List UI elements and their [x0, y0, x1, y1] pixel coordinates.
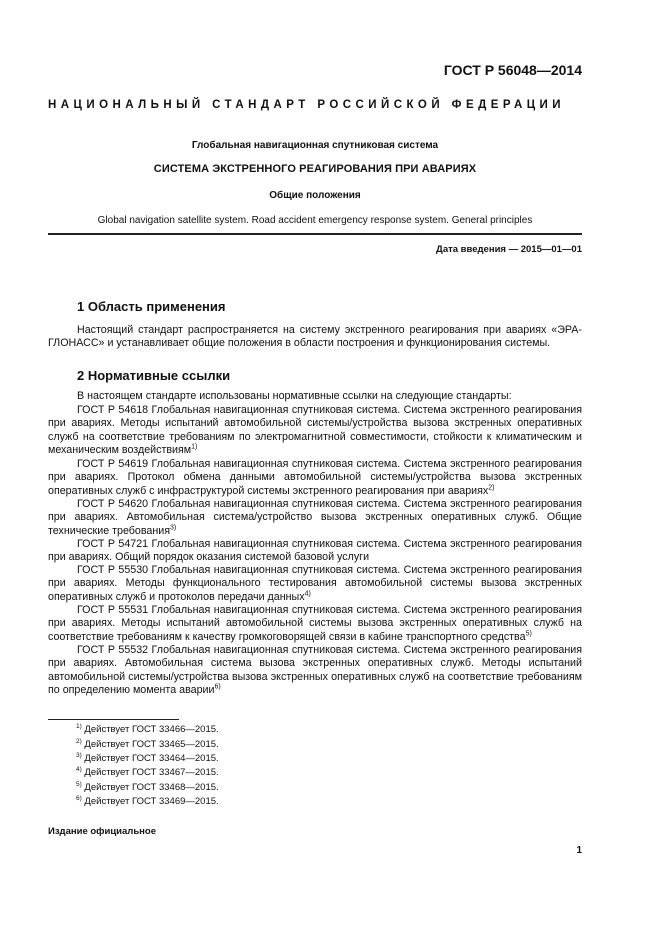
- page-number: 1: [576, 845, 582, 856]
- footnote-number: 2): [76, 738, 82, 745]
- document-subtitle: Общие положения: [269, 190, 361, 201]
- footnote-number: 6): [76, 795, 82, 802]
- reference-item: [48, 604, 582, 644]
- footnote-mark: 1): [191, 443, 198, 451]
- title-line-1: Глобальная навигационная спутниковая система: [191, 140, 439, 151]
- english-title: Global navigation satellite system. Road accident emergency response system. General principles: [97, 215, 533, 226]
- reference-text: ГОСТ Р 54619 Глобальная навигационная спутниковая система. Система экстренного реагирования при авариях. Протокол обмена данными автомобильной системы/устройства вызова экстренных оперативных служб с инфраструктурой системы экстренного реагирования при авариях: [48, 458, 582, 497]
- reference-item: [48, 458, 582, 498]
- section-1-heading: 1 Область применения: [77, 299, 226, 314]
- national-standard-heading: НАЦИОНАЛЬНЫЙ СТАНДАРТ РОССИЙСКОЙ ФЕДЕРАЦИИ: [48, 99, 565, 111]
- footnote-mark: 6): [214, 683, 221, 691]
- edition-label: Издание официальное: [48, 826, 156, 837]
- footnote-mark: 2): [488, 484, 495, 492]
- section-2-heading: 2 Нормативные ссылки: [77, 368, 231, 383]
- footnote-number: 4): [76, 766, 82, 773]
- footnote-mark: 3): [170, 524, 177, 532]
- footnote-text: Действует ГОСТ 33468—2015.: [84, 782, 219, 794]
- footnote-text: Действует ГОСТ 33464—2015.: [84, 753, 219, 765]
- reference-text: ГОСТ Р 54620 Глобальная навигационная спутниковая система. Система экстренного реагирования при авариях. Автомобильная система/устройство вызова экстренных оперативных служб. Общие технические требования: [48, 498, 582, 537]
- footnote-text: Действует ГОСТ 33465—2015.: [84, 739, 219, 751]
- reference-item: [48, 644, 582, 698]
- reference-item: [48, 538, 582, 565]
- footnote: [76, 752, 219, 764]
- footnote: [76, 766, 219, 778]
- footnote-number: 3): [76, 752, 82, 759]
- footnote-text: Действует ГОСТ 33466—2015.: [84, 724, 219, 736]
- section-1-text: Настоящий стандарт распространяется на систему экстренного реагирования при авариях «ЭРА-ГЛОНАСС» и устанавливает общие положения в области построения и функционирования системы.: [48, 324, 582, 350]
- intro-date: Дата введения — 2015—01—01: [436, 244, 582, 255]
- section-2-intro: В настоящем стандарте использованы нормативные ссылки на следующие стандарты:: [77, 390, 512, 402]
- standard-code: ГОСТ Р 56048—2014: [443, 62, 582, 78]
- reference-text: ГОСТ Р 54618 Глобальная навигационная спутниковая система. Система экстренного реагирования при авариях. Методы испытаний автомобильной системы/устройства вызова экстренных оперативных служб на соответствие требованиям по электромагнитной совместимости, стойкости к климатическим и механическим воздействиям: [48, 404, 582, 457]
- footnote-text: Действует ГОСТ 33469—2015.: [84, 796, 219, 808]
- reference-text: ГОСТ Р 55531 Глобальная навигационная спутниковая система. Система экстренного реагирования при авариях. Методы испытаний автомобильной системы вызова экстренных оперативных служб на соответствие требованиям к качеству громкоговорящей связи в кабине транспортного средства: [48, 604, 582, 643]
- reference-item: [48, 404, 582, 458]
- footnote-number: 5): [76, 781, 82, 788]
- reference-item: [48, 564, 582, 604]
- footnote-divider: [48, 719, 179, 720]
- reference-text: ГОСТ Р 55530 Глобальная навигационная спутниковая система. Система экстренного реагирования при авариях. Методы функционального тестирования автомобильной системы вызова экстренных оперативных служб и протоколов передачи данных: [48, 564, 582, 603]
- reference-text: ГОСТ Р 54721 Глобальная навигационная спутниковая система. Система экстренного реагирования при авариях. Общий порядок оказания системой базовой услуги: [48, 538, 582, 564]
- footnote: [76, 781, 219, 793]
- footnote: [76, 723, 219, 735]
- reference-item: [48, 498, 582, 538]
- reference-text: ГОСТ Р 55532 Глобальная навигационная спутниковая система. Система экстренного реагирования при авариях. Автомобильная система вызова экстренных оперативных служб. Методы испытаний автомобильной системы/устройства вызова экстренных оперативных служб на соответствие требованиям по определению момента аварии: [48, 644, 582, 697]
- footnote-text: Действует ГОСТ 33467—2015.: [84, 767, 219, 779]
- footnote-number: 1): [76, 723, 82, 730]
- document-title: СИСТЕМА ЭКСТРЕННОГО РЕАГИРОВАНИЯ ПРИ АВАРИЯХ: [153, 163, 477, 175]
- footnote: [76, 795, 219, 807]
- footnote-mark: 5): [525, 630, 532, 638]
- footnote: [76, 738, 219, 750]
- footnote-mark: 4): [304, 590, 311, 598]
- title-divider: [48, 233, 582, 235]
